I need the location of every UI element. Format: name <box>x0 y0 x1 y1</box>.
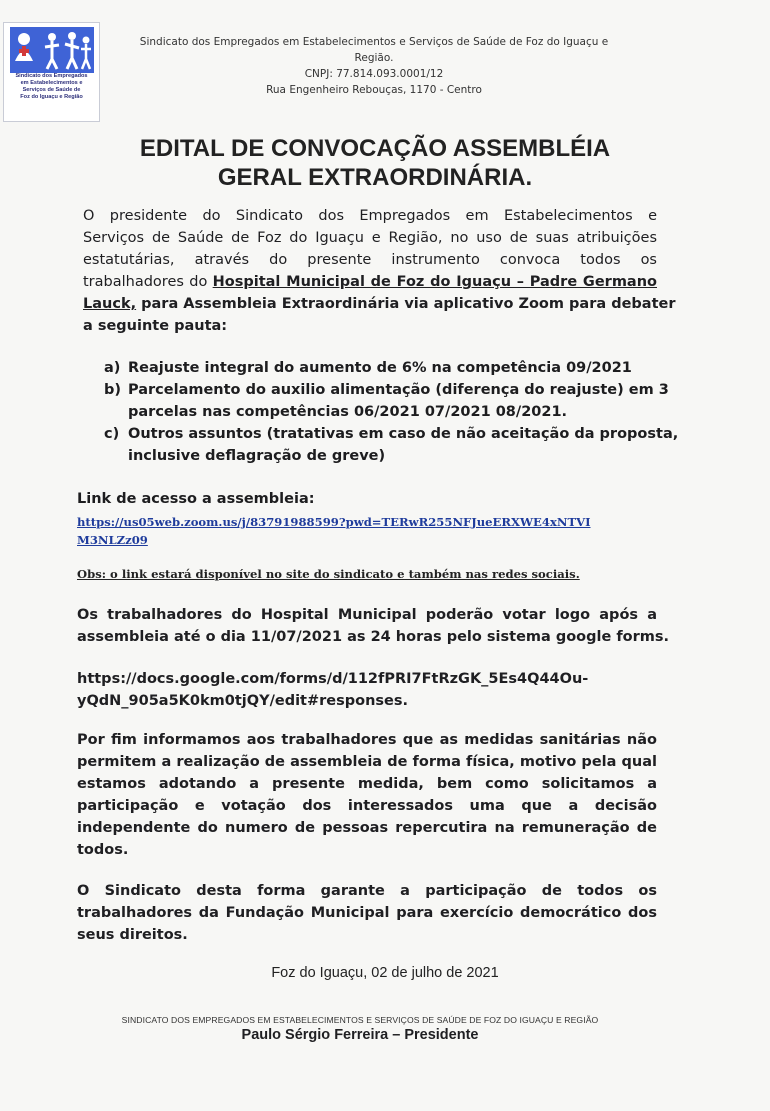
logo-caption-line: Sindicato dos Empregados <box>15 73 88 79</box>
logo-caption-line: em Estabelecimentos e <box>20 80 83 86</box>
zoom-link-line[interactable]: M3NLZz09 <box>77 533 148 547</box>
paragraph-line: seus direitos. <box>77 927 188 943</box>
cnpj: CNPJ: 77.814.093.0001/12 <box>304 68 444 80</box>
paragraph-line: assembleia até o dia 11/07/2021 as 24 horas pelo sistema google forms. <box>77 629 670 645</box>
document-title <box>80 134 670 192</box>
title-line: GERAL EXTRAORDINÁRIA. <box>217 164 533 191</box>
paragraph-line: estamos adotando a presente medida, bem como solicitamos a <box>77 776 657 792</box>
guarantee-paragraph <box>77 880 657 946</box>
agenda-letter: a) <box>104 360 121 376</box>
hospital-name: Lauck, <box>83 296 137 312</box>
paragraph-line: trabalhadores da Fundação Municipal para exercício democrático dos <box>77 905 657 921</box>
hospital-name: Hospital Municipal de Foz do Iguaçu – Padre Germano <box>212 274 657 290</box>
agenda-text: Parcelamento do auxilio alimentação (diferença do reajuste) em 3 <box>128 382 669 398</box>
paragraph-line: estatutárias, através do presente instrumento convoca todos os <box>83 252 657 268</box>
zoom-link-line[interactable]: https://us05web.zoom.us/j/83791988599?pwd=TERwR255NFJueERXWE4xNTVI <box>77 515 591 529</box>
forms-link-line[interactable]: https://docs.google.com/forms/d/112fPRI7FtRzGK_5Es4Q44Ou- <box>77 671 589 687</box>
paragraph-line: O presidente do Sindicato dos Empregados em Estabelecimentos e <box>83 208 657 224</box>
paragraph-line: participação e votação dos interessados uma que a decisão <box>77 798 657 814</box>
forms-link-line[interactable]: yQdN_905a5K0km0tjQY/edit#responses. <box>77 693 409 709</box>
org-name: Sindicato dos Empregados em Estabelecimentos e Serviços de Saúde de Foz do Iguaçu e <box>139 36 609 48</box>
agenda-item <box>104 423 679 467</box>
intro-paragraph <box>83 205 676 337</box>
agenda-letter: c) <box>104 426 120 442</box>
paragraph-line: permitem a realização de assembleia de forma física, motivo pela qual <box>77 754 657 770</box>
google-forms-link[interactable] <box>77 668 657 712</box>
voting-paragraph <box>77 604 670 648</box>
org-name-continued: Região. <box>354 52 394 64</box>
union-logo <box>3 22 100 122</box>
paragraph-line <box>83 271 657 293</box>
document-date: Foz do Iguaçu, 02 de julho de 2021 <box>271 965 499 981</box>
paragraph-line: Os trabalhadores do Hospital Municipal poderão votar logo após a <box>77 607 657 623</box>
paragraph-line <box>83 293 676 315</box>
agenda-item <box>104 379 669 423</box>
people-figures-icon <box>10 27 94 73</box>
logo-caption-line: Foz do Iguaçu e Região <box>20 94 83 100</box>
agenda-text: Outros assuntos (tratativas em caso de não aceitação da proposta, <box>128 426 679 442</box>
agenda-text: parcelas nas competências 06/2021 07/2021 08/2021. <box>128 404 568 420</box>
obs-note: Obs: o link estará disponível no site do sindicato e também nas redes sociais. <box>77 567 580 581</box>
agenda-list <box>104 357 679 467</box>
paragraph-line: O Sindicato desta forma garante a participação de todos os <box>77 883 657 899</box>
closing-paragraph <box>77 729 657 861</box>
letterhead <box>104 34 644 98</box>
signature: Paulo Sérgio Ferreira – Presidente <box>241 1027 479 1043</box>
agenda-letter: b) <box>104 382 122 398</box>
paragraph-line: a seguinte pauta: <box>83 318 228 334</box>
logo-caption <box>6 73 97 101</box>
zoom-meeting-link[interactable] <box>77 513 657 549</box>
link-label: Link de acesso a assembleia: <box>77 491 315 507</box>
footer-org-name: SINDICATO DOS EMPREGADOS EM ESTABELECIMENTOS E SERVIÇOS DE SAÚDE DE FOZ DO IGUAÇU E REGIÃO <box>121 1015 599 1025</box>
paragraph-line: todos. <box>77 842 129 858</box>
paragraph-text: para Assembleia Extraordinária via aplicativo Zoom para debater <box>136 296 676 312</box>
paragraph-text: trabalhadores do <box>83 274 213 290</box>
address: Rua Engenheiro Rebouças, 1170 - Centro <box>266 84 482 96</box>
title-line: EDITAL DE CONVOCAÇÃO ASSEMBLÉIA <box>139 135 611 162</box>
logo-caption-line: Serviços de Saúde de <box>22 87 81 93</box>
agenda-text: inclusive deflagração de greve) <box>128 448 386 464</box>
paragraph-line: Serviços de Saúde de Foz do Iguaçu e Região, no uso de suas atribuições <box>83 230 657 246</box>
agenda-text: Reajuste integral do aumento de 6% na competência 09/2021 <box>128 360 632 376</box>
paragraph-line: Por fim informamos aos trabalhadores que as medidas sanitárias não <box>77 732 657 748</box>
agenda-item <box>104 357 664 379</box>
paragraph-line: independente do numero de pessoas repercutira na remuneração de <box>77 820 657 836</box>
